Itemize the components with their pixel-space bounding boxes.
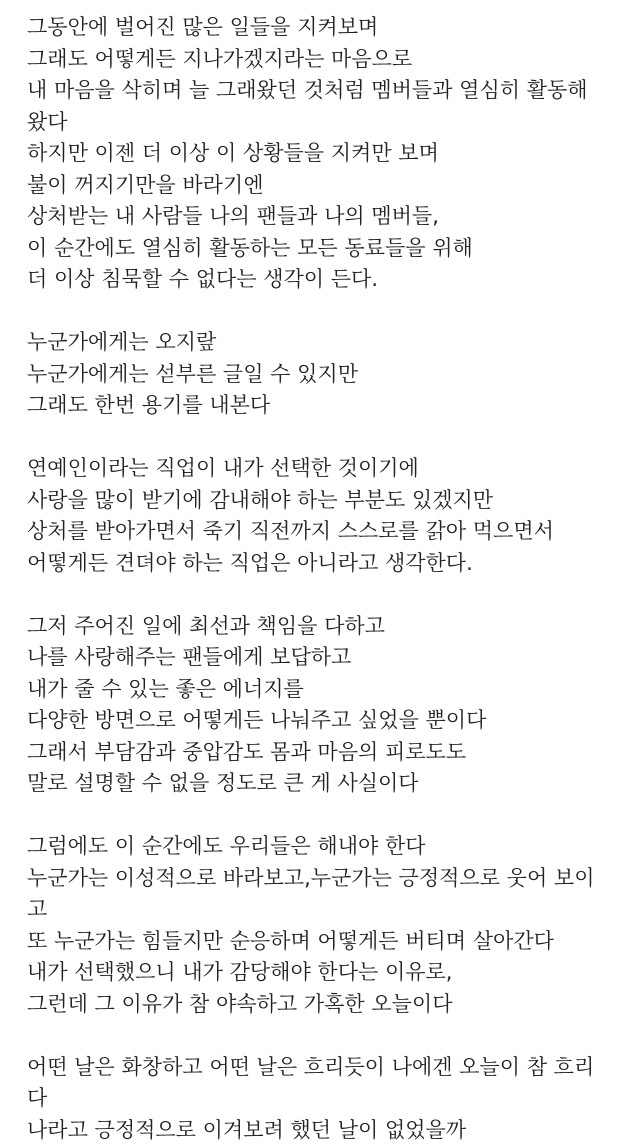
text-line: 더 이상 침묵할 수 없다는 생각이 든다.: [27, 264, 627, 296]
text-line: 사랑을 많이 받기에 감내해야 하는 부분도 있겠지만: [27, 485, 627, 517]
text-line: 내 마음을 삭히며 늘 그래왔던 것처럼 멤버들과 열심히 활동해: [27, 75, 627, 107]
post-body: [27, 12, 627, 1146]
text-line: 그래도 어떻게든 지나가겠지라는 마음으로: [27, 44, 627, 76]
text-line: 내가 선택했으니 내가 감당해야 한다는 이유로,: [27, 957, 627, 989]
text-line: 누군가에게는 오지랖: [27, 327, 627, 359]
text-line: 말로 설명할 수 없을 정도로 큰 게 사실이다: [27, 768, 627, 800]
text-line: 상처받는 내 사람들 나의 팬들과 나의 멤버들,: [27, 201, 627, 233]
text-line: 누군가에게는 섣부른 글일 수 있지만: [27, 359, 627, 391]
text-line: 어떤 날은 화창하고 어떤 날은 흐리듯이 나에겐 오늘이 참 흐리: [27, 1052, 627, 1084]
text-line: 내가 줄 수 있는 좋은 에너지를: [27, 674, 627, 706]
text-line: 불이 꺼지기만을 바라기엔: [27, 170, 627, 202]
text-line: 하지만 이젠 더 이상 이 상황들을 지켜만 보며: [27, 138, 627, 170]
text-line: 또 누군가는 힘들지만 순응하며 어떻게든 버티며 살아간다: [27, 926, 627, 958]
text-line: 이 순간에도 열심히 활동하는 모든 동료들을 위해: [27, 233, 627, 265]
paragraph-gap: [27, 800, 627, 832]
text-line: 그럼에도 이 순간에도 우리들은 해내야 한다: [27, 831, 627, 863]
text-line: 고: [27, 894, 627, 926]
paragraph-gap: [27, 1020, 627, 1052]
text-line: 연예인이라는 직업이 내가 선택한 것이기에: [27, 453, 627, 485]
paragraph-gap: [27, 579, 627, 611]
text-line: 나라고 긍정적으로 이겨보려 했던 날이 없었을까: [27, 1115, 627, 1146]
text-line: 그래도 한번 용기를 내본다: [27, 390, 627, 422]
text-line: 어떻게든 견뎌야 하는 직업은 아니라고 생각한다.: [27, 548, 627, 580]
paragraph-gap: [27, 422, 627, 454]
text-line: 그저 주어진 일에 최선과 책임을 다하고: [27, 611, 627, 643]
text-line: 왔다: [27, 107, 627, 139]
text-line: 그래서 부담감과 중압감도 몸과 마음의 피로도도: [27, 737, 627, 769]
text-line: 상처를 받아가면서 죽기 직전까지 스스로를 갉아 먹으면서: [27, 516, 627, 548]
text-line: 나를 사랑해주는 팬들에게 보답하고: [27, 642, 627, 674]
text-line: 그런데 그 이유가 참 야속하고 가혹한 오늘이다: [27, 989, 627, 1021]
text-line: 그동안에 벌어진 많은 일들을 지켜보며: [27, 12, 627, 44]
paragraph-gap: [27, 296, 627, 328]
text-line: 누군가는 이성적으로 바라보고,누군가는 긍정적으로 웃어 보이: [27, 863, 627, 895]
text-line: 다: [27, 1083, 627, 1115]
text-line: 다양한 방면으로 어떻게든 나눠주고 싶었을 뿐이다: [27, 705, 627, 737]
